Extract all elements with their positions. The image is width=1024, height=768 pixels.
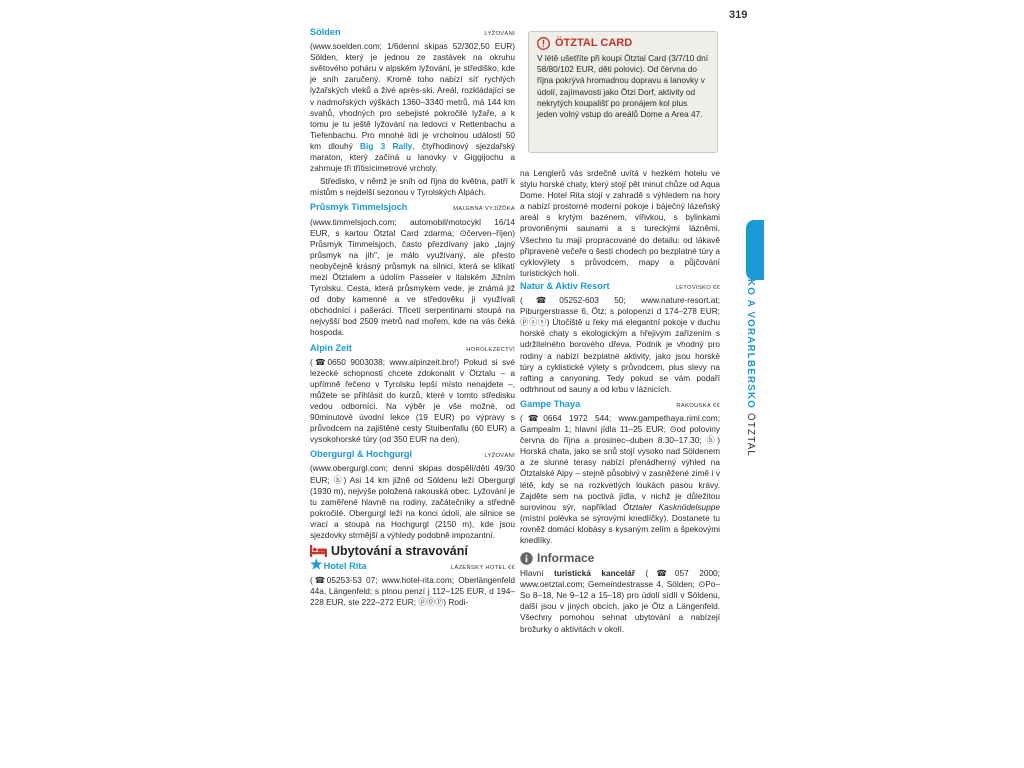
entry-category: LÁZEŇSKÝ HOTEL €€ [450,565,515,572]
left-column [310,27,515,613]
callout-title: ÖTZTAL CARD [555,36,633,49]
entry-title: Alpin Zeit [310,342,352,353]
entry-title: Hotel Rita [323,561,367,572]
entry-solden [310,27,515,198]
highlight-term: Big 3 Rally [360,140,413,151]
section-accommodation [310,545,515,557]
chapter-place: ÖTZTAL [745,413,756,458]
info-text: Hlavní turistická kancelář (☎057 2000; www.oetztal.com; Gemeindestrasse 4, Sölden; ⊙Po–So 8–18, Ne 9–12 a 15–18) pro údolí sídlí v Söldenu, další jsou v jiných obcích, jako je Ötz a Längenfeld. Všechny pomohou sehnat ubytování a nabízejí brožurky o aktivitách v okolí. [520,568,720,634]
chapter-tab-label [745,232,756,457]
entry-text: (www.timmelsjoch.com; automobil/motocykl 16/14 EUR, s kartou Ötztal Card zdarma; ⊙červen–říjen) Průsmyk Timmelsjoch, často přezdívaný jako „tajný průsmyk na jih", je málo využívaný, ale přesto neobyčejně krásný průsmyk na silnici, která se klikatí mezi Ötztalem a údolím Passeier v italském Jižním Tyrolsku. Cesta, která průsmykem vede, je známá již od doby kamenné a ve středověku ji využívali obchodníci i pašeráci. Třicetí serpentinami stoupá na nejvyšší bod 2509 metrů nad mořem, kde na vás čeká hospoda. [310,216,515,338]
section-title: Informace [537,551,595,566]
entry-text: (☎0664 1972 544; www.gampethaya.riml.com; Gampealm 1; hlavní jídla 11–25 EUR; ⊙od poloviny června do října a prosinec–duben 8.30–17.30; ⓗ) Horská chata, jako se snů stojí vysoko nad Söldenem a ze slunné terasy nabízí přenádherný výhled na Ötztalské Alpy – stejně působivý v zasněžené zimě i v létě, kdy se na rozkvetlých loukách pasou krávy. Zajděte sem na poctivá jídla, v nichž je důležitou surovinou sýr, například Ötztaler Kasknödelsuppe (místní polévka se sýrovými knedlíčky). Dostanete tu rovněž domácí klobásy s kysaným zelím a špekovými knedlíky. [520,412,720,545]
right-column [520,168,720,637]
info-bold: turistická kancelář [554,568,636,579]
entry-hotel-rita [310,556,515,608]
chapter-region: TYROLSKO A VORARLBERSKO [745,232,756,410]
entry-alpin-zeit [310,343,515,446]
entry-text: (www.soelden.com; 1/6denní skipas 52/302,50 EUR) Sölden, který je jednou ze zastávek na okruhu světového poháru v alpském lyžování, je střediško, kde je sníh zaručený. Kromě toho nabízí síť rychlých lyžařských vleků a živé après-ski. Areál, rozkládající se v nadmořských výškách 1360–3340 metrů, má 144 km svahů, vhodných pro sebejisté pokročilé lyžaře, a k tomu je tu ještě lyžování na ledovci v Rettenbachu a Tiefenbachu. Pro mnohé lidi je vrcholnou událostí 50 km dlouhý Big 3 Rally, čtyřhodinový sjezdařský maraton, který začíná u lanovky v Giggijochu a zahrnuje tři třítisícimetrové vrcholy. [310,41,515,174]
section-title: Ubytování a stravování [331,543,468,558]
entry-text: Středisko, v němž je sníh od října do května, patří k místům s nejdelší sezonou v Tyrolských Alpách. [310,176,515,198]
entry-timmelsjoch [310,202,515,338]
page-number: 319 [729,9,748,21]
entry-category: MALEBNÁ VYJÍŽĎKA [453,206,515,213]
entry-title: Gampe Thaya [520,398,581,409]
entry-text: (www.obergurgl.com; denní skipas dospělí/děti 49/30 EUR; ⓗ) Asi 14 km jižně od Söldenu leží Obergurgl (1930 m), nejvýše položená rakouská obec. Lyžování je tu zaměřené hlavně na rodiny, začátečníky a středně pokročilé. Obergurgl leží na konci údolí, ale silnice se vrací a stoupá na Hochgurgl (2150 m), kde jsou sjezdovky strmější a výhledy podobně impozantní. [310,463,515,541]
entry-gampe-thaya [520,399,720,546]
entry-category: HOROLEZECTVÍ [466,346,515,353]
entry-category: LYŽOVÁNÍ [484,31,515,37]
entry-category: LYŽOVÁNÍ [484,453,515,460]
alert-icon [537,37,550,50]
entry-text: (☎05253-53 07; www.hotel-rita.com; Oberlängenfeld 44a, Längenfeld; s plnou penzí j 112–125 EUR, d 194–228 EUR, ste 222–272 EUR; ⓟ⓪Ⓟ) Rodi- [310,575,515,608]
otztal-card-callout [528,31,718,153]
entry-title: Průsmyk Timmelsjoch [310,202,408,213]
entry-category: RAKOUSKÁ €€ [676,402,720,409]
entry-natur-aktiv [520,281,720,395]
entry-obergurgl [310,449,515,541]
entry-title: Natur & Aktiv Resort [520,280,610,291]
info-icon [520,552,533,565]
entry-title: Obergurgl & Hochgurgl [310,449,413,460]
continued-text: na Lenglerů vás srdečně uvítá v hezkém hotelu ve stylu horské chaty, který stojí pět minut chůze od Aqua Dome. Hotel Rita stojí v zahradě s výhledem na hory a nabízí prostorné moderní pokoje i báječný lázeňský areál s krytým bazénem, vířivkou, s bylinkami provoněnými saunami a s tureckými lázněmi. Všechno tu mají propracované do detailu: od lákavě připravené večeře o šesti chodech po bezplatné túry a cyklovýlety s průvodcem, mapy a půjčování turistických holí. [520,168,720,278]
entry-text: (☎05252-603 50; www.nature-resort.at; Piburgerstrasse 6, Ötz; s polopenzí d 174–278 EUR; ⓟⓐⓢ) Útočiště u řeky má elegantní pokoje v duchu horské chaty s ekologickým a hřejivým zařízením s udržitelného borového dřeva. Podnik je vhodný pro rodiny a nabízí bezplatné aktivity, jako jsou horské túry a cyklistické výlety s průvodcem, plus slevy na rafting a canyoning. Tedy pokud se vám podaří odtrhnout od sauny a od krbu v láznicích. [520,295,720,394]
section-information [520,552,720,565]
entry-title: Sölden [310,27,341,37]
dish-name: Ötztaler Kasknödelsuppe [622,501,720,512]
entry-category: LETOVISKO €€ [675,284,720,291]
star-icon: ★ [310,556,323,573]
entry-text: (☎0650 9003038; www.alpinzeit.bro!) Pokud si své lezecké schopnosti chcete zdokonalit v Ötztalu – a upřímně řečeno v Tyrolsku lepší místo nenajdete –, můžete se přihlásit do kurzů, které v tomto středisku vedou odborníci. Na výběr je vše možné, od 90minutové úvodní lekce (19 EUR) po výpravy s průvodcem na zajištěné cesty Stuibenfallu (60 EUR) a vysokohorské túry (od 350 EUR na den). [310,356,515,445]
callout-text: V létě ušetříte při koupi Ötztal Card (3/7/10 dní 58/80/102 EUR, děti polovic). Od června do října pokrývá hromadnou dopravu a lanovky v údolí, zajímavosti jako Ötzi Dorf, aktivity od nekrytých koupališť po pronájem kol plus jeden volný vstup do areálů Dome a Area 47. [537,53,709,120]
